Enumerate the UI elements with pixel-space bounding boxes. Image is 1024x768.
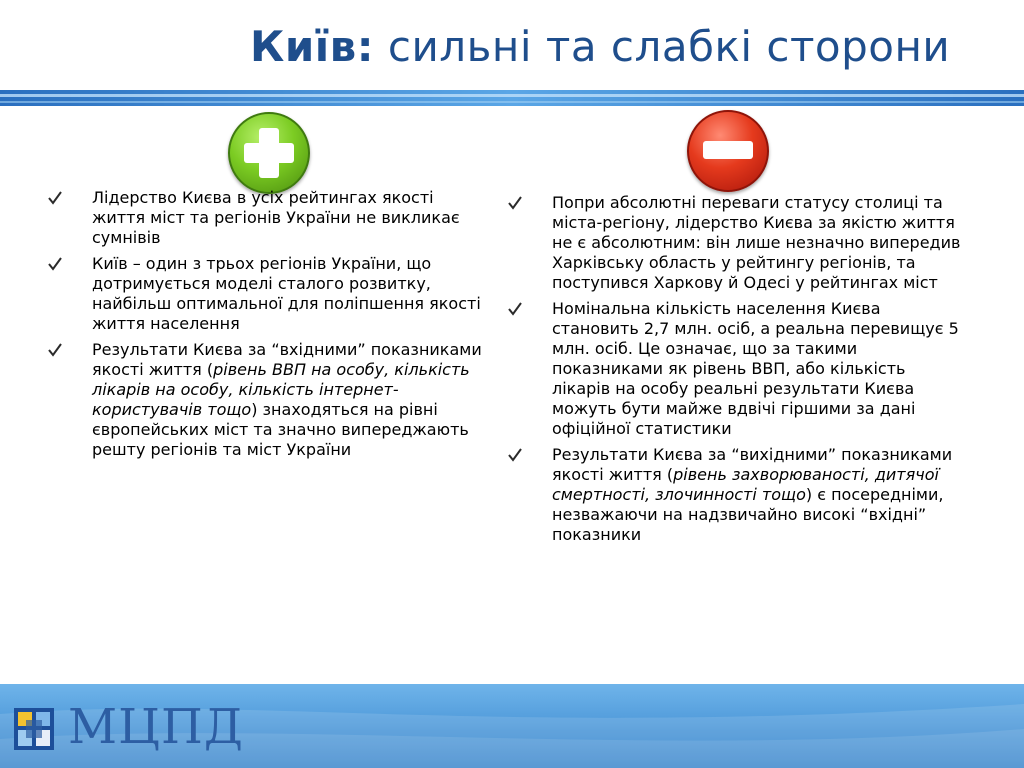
checkmark-icon [507,195,523,211]
item-text: ) є посередніми, незважаючи на надзвичайно високі “вхідні” показники [552,485,944,544]
checkmark-icon [47,342,63,358]
page-title [250,22,950,71]
weaknesses-list [507,193,967,551]
list-item [507,445,967,545]
checkmark-icon [507,447,523,463]
item-text: Номінальна кількість населення Києва становить 2,7 млн. осіб, а реальна перевищує 5 млн. осіб. Це означає, що за такими показниками як рівень ВВП, або кількість лікарів на особу реальні результати Києва можуть бути майже вдвічі гіршими за дані офіційної статистики [552,299,959,438]
checkmark-icon [47,190,63,206]
header-band [0,90,1024,106]
item-text: Попри абсолютні переваги статусу столиці та міста-регіону, лідерство Києва за якістю життя не є абсолютним: він лише незначно випередив Харківську область у рейтингу регіонів, та поступився Харкову й Одесі у рейтингах міст [552,193,961,292]
logo-text: МЦПД [68,699,244,755]
list-item [47,188,487,248]
title-rest: сильні та слабкі сторони [374,22,951,71]
item-text: Лідерство Києва в усіх рейтингах якості життя міст та регіонів України не викликає сумнівів [92,188,460,247]
checkmark-icon [507,301,523,317]
list-item [47,340,487,460]
list-item [47,254,487,334]
item-text: Результати Києва за “вхідними” показниками якості життя ( [92,340,482,379]
item-text-italic: рівень захворюваності, дитячої смертності, злочинності тощо [552,465,939,504]
item-text-italic: рівень ВВП на особу, кількість лікарів на особу, кількість інтернет-користувачів тощо [92,360,470,419]
checkmark-icon [47,256,63,272]
item-text: Результати Києва за “вихідними” показниками якості життя ( [552,445,953,484]
item-text: ) знаходяться на рівні європейських міст та значно випереджають решту регіонів та міст України [92,400,469,459]
list-item [507,299,967,439]
list-item [507,193,967,293]
plus-icon [228,112,310,194]
logo-icon [14,708,54,750]
title-bold: Київ: [250,22,375,71]
strengths-list [47,188,487,466]
minus-icon [687,110,769,192]
item-text: Київ – один з трьох регіонів України, що дотримується моделі сталого розвитку, найбільш оптимальної для поліпшення якості життя населення [92,254,481,333]
